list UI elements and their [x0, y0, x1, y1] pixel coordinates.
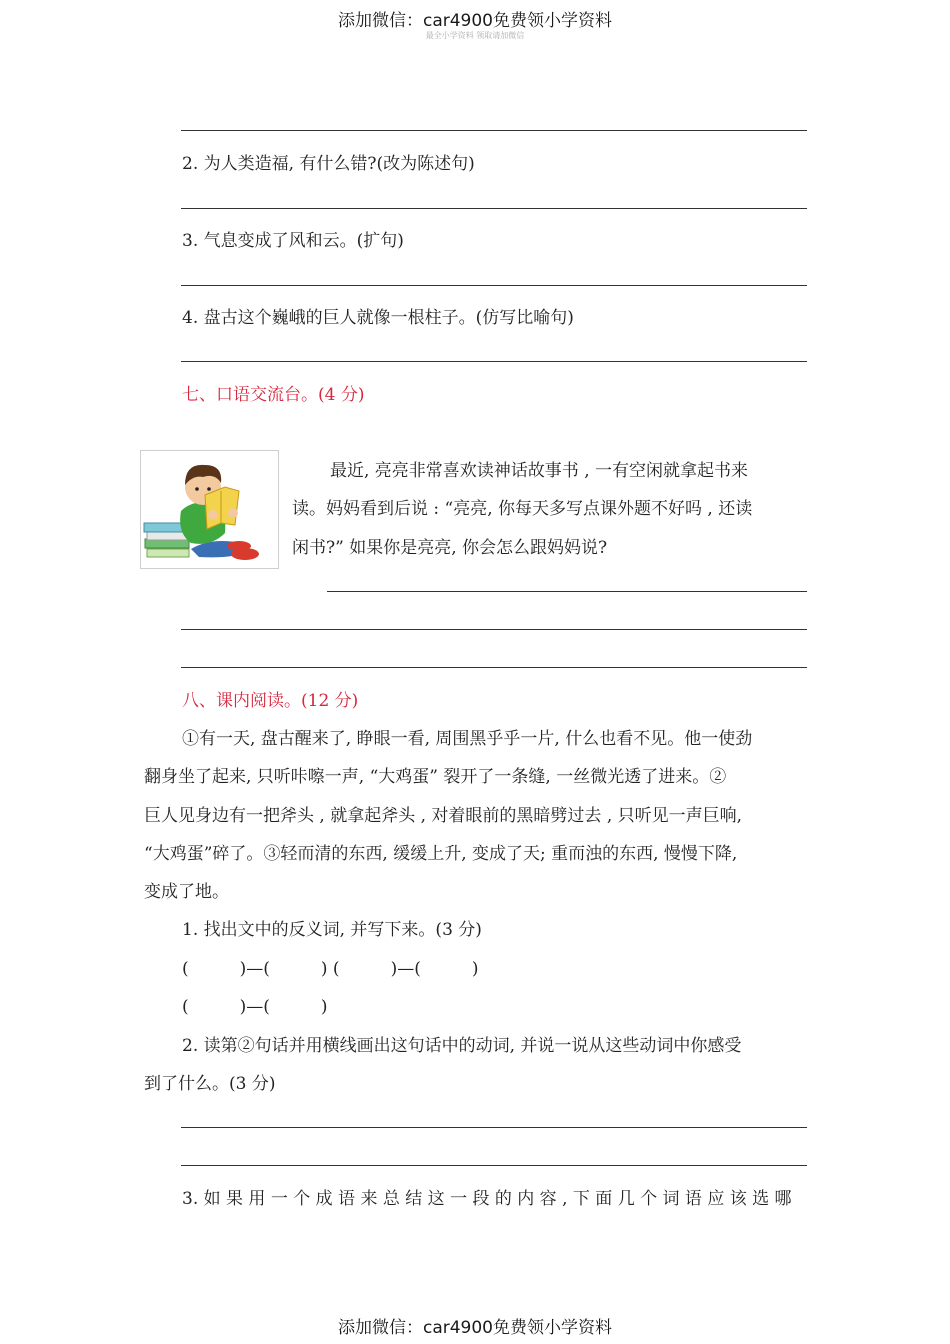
antonym-blanks-row-2[interactable]: ( )—( ) — [182, 997, 328, 1017]
section-8-title: 八、课内阅读。(12 分) — [182, 691, 359, 711]
section-7-title: 七、口语交流台。(4 分) — [182, 385, 365, 405]
watermark-bottom: 添加微信：car4900免费领小学资料 — [337, 1318, 613, 1338]
answer-line[interactable] — [181, 629, 807, 630]
answer-line[interactable] — [181, 667, 807, 668]
passage-line-1: ①有一天, 盘古醒来了, 睁眼一看, 周围黑乎乎一片, 什么也看不见。他一使劲 — [182, 729, 753, 749]
section-7-text-line-3: 闲书?” 如果你是亮亮, 你会怎么跟妈妈说? — [292, 538, 608, 558]
section-7-text-line-1: 最近, 亮亮非常喜欢读神话故事书 , 一有空闲就拿起书来 — [330, 461, 749, 481]
passage-line-2: 翻身坐了起来, 只听咔嚓一声, “大鸡蛋” 裂开了一条缝, 一丝微光透了进来。② — [144, 767, 727, 787]
answer-line[interactable] — [181, 1127, 807, 1128]
watermark-top: 添加微信：car4900免费领小学资料 — [337, 11, 613, 31]
question-6-4: 4. 盘古这个巍峨的巨人就像一根柱子。(仿写比喻句) — [182, 308, 574, 328]
boy-reading-illustration — [140, 450, 279, 569]
question-8-1: 1. 找出文中的反义词, 并写下来。(3 分) — [182, 920, 482, 940]
passage-line-4: “大鸡蛋”碎了。③轻而清的东西, 缓缓上升, 变成了天; 重而浊的东西, 慢慢下降, — [144, 844, 738, 864]
answer-line[interactable] — [181, 361, 807, 362]
answer-line[interactable] — [327, 591, 807, 592]
passage-line-3: 巨人见身边有一把斧头 , 就拿起斧头 , 对着眼前的黑暗劈过去 , 只听见一声巨响, — [144, 806, 743, 826]
section-7-text-line-2: 读。妈妈看到后说 : “亮亮, 你每天多写点课外题不好吗 , 还读 — [292, 499, 753, 519]
watermark-subtext: 最全小学资料 领取请加微信 — [425, 31, 525, 40]
boy-reading-book-icon — [141, 451, 278, 568]
antonym-blanks-row-1[interactable]: ( )—( ) ( )—( ) — [182, 959, 479, 979]
question-8-2-line-2: 到了什么。(3 分) — [144, 1074, 276, 1094]
question-8-2-line-1: 2. 读第②句话并用横线画出这句话中的动词, 并说一说从这些动词中你感受 — [182, 1036, 742, 1056]
question-6-2: 2. 为人类造福, 有什么错?(改为陈述句) — [182, 154, 475, 174]
answer-line[interactable] — [181, 208, 807, 209]
passage-line-5: 变成了地。 — [144, 882, 229, 902]
question-6-3: 3. 气息变成了风和云。(扩句) — [182, 231, 404, 251]
answer-line[interactable] — [181, 1165, 807, 1166]
answer-line[interactable] — [181, 130, 807, 131]
answer-line[interactable] — [181, 285, 807, 286]
question-8-3: 3. 如 果 用 一 个 成 语 来 总 结 这 一 段 的 内 容 , 下 面 几 个 词 语 应 该 选 哪 — [182, 1189, 792, 1209]
